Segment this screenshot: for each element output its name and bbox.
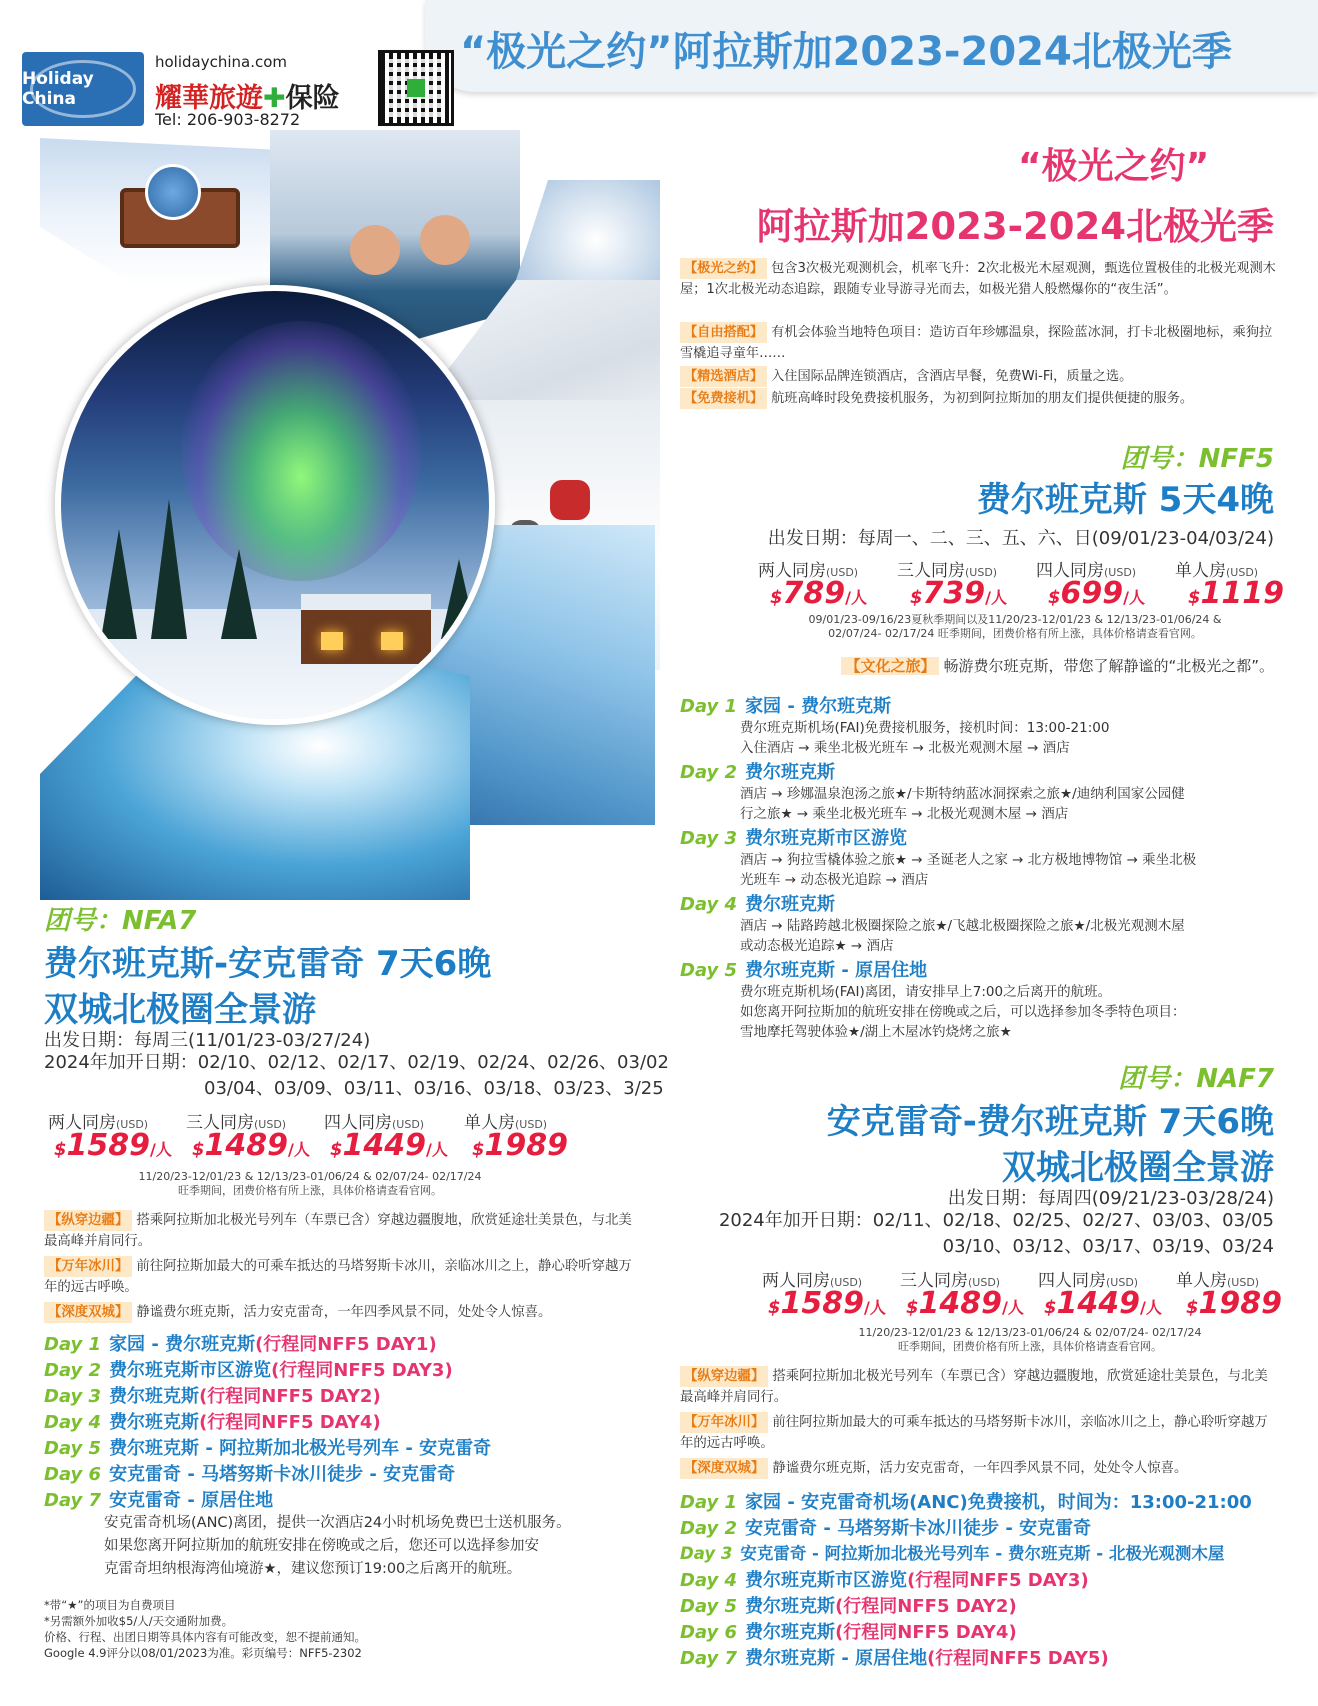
arctic-circle-sign-photo	[40, 138, 278, 286]
nff5-day-4: Day 4 费尔班克斯 酒店 → 陆路跨越北极圈探险之旅★/飞越北极圈探险之旅★/北极光观测木屋 或动态极光追踪★ → 酒店	[680, 894, 1185, 954]
nff5-price-triple: $739/人	[910, 576, 1008, 611]
feature-aurora: 【极光之约】 包含3次极光观测机会，机率飞升：2次北极光木屋观测，甄选位置极佳的北极光观测木屋；1次北极光动态追踪，跟随专业导游寻光而去，如极光猎人般燃爆你的“夜生活”。	[680, 258, 1280, 300]
naf7-highlight-cities: 【深度双城】 静谧费尔班克斯，活力安克雷奇，一年四季风景不同，处处令人惊喜。	[680, 1458, 1280, 1479]
naf7-day-6: Day 6 费尔班克斯(行程同NFF5 DAY4)	[680, 1622, 1017, 1643]
naf7-price-double: $1589/人	[768, 1286, 886, 1321]
nff5-price-double: $789/人	[770, 576, 868, 611]
feature-free-choice: 【自由搭配】 有机会体验当地特色项目：造访百年珍娜温泉，探险蓝冰洞，打卡北极圈地标，乘狗拉雪橇追寻童年……	[680, 322, 1280, 364]
naf7-head-triple: 三人同房(USD)	[900, 1271, 1001, 1291]
nfa7-price-quad: $1449/人	[330, 1128, 448, 1163]
naf7-day-7: Day 7 费尔班克斯 - 原居住地(行程同NFF5 DAY5)	[680, 1648, 1109, 1669]
qr-code-icon[interactable]	[378, 50, 454, 126]
photo-collage	[40, 130, 680, 830]
naf7-highlight-glacier: 【万年冰川】 前往阿拉斯加最大的可乘车抵达的马塔努斯卡冰川，亲临冰川之上，静心聆听穿越万年的远古呼唤。	[680, 1412, 1280, 1454]
brand-insurance: 保险	[285, 83, 340, 114]
naf7-price-single: $1989	[1186, 1286, 1283, 1321]
banner-title: “极光之约”阿拉斯加2023-2024北极光季	[460, 29, 1232, 75]
nfa7-highlight-frontier: 【纵穿边疆】 搭乘阿拉斯加北极光号列车（车票已含）穿越边疆腹地，欣赏延途壮美景色，与北美最高峰并肩同行。	[44, 1210, 644, 1252]
plus-icon: ✚	[263, 83, 286, 114]
nfa7-day-6: Day 6 安克雷奇 - 马塔努斯卡冰川徒步 - 安克雷奇	[44, 1464, 456, 1485]
naf7-depart: 出发日期：每周四(09/21/23-03/28/24)	[947, 1188, 1274, 1209]
naf7-head-single: 单人房(USD)	[1176, 1271, 1260, 1291]
naf7-day-2: Day 2 安克雷奇 - 马塔努斯卡冰川徒步 - 安克雷奇	[680, 1518, 1092, 1539]
nff5-day-1: Day 1 家园 - 费尔班克斯 费尔班克斯机场(FAI)免费接机服务，接机时间：13:00-21:00 入住酒店 → 乘坐北极光班车 → 北极光观测木屋 → 酒店	[680, 696, 1110, 756]
holiday-china-logo	[22, 52, 144, 126]
brand-text: 耀華旅遊	[155, 83, 263, 114]
feature-hotel: 【精选酒店】 入住国际品牌连锁酒店，含酒店早餐，免费Wi-Fi，质量之选。	[680, 366, 1280, 387]
nff5-price-quad: $699/人	[1048, 576, 1146, 611]
nfa7-head-quad: 四人同房(USD)	[324, 1113, 425, 1133]
nfa7-subtitle: 双城北极圈全景游	[44, 990, 316, 1030]
footer-notes: *带“★”的项目为自费项目 *另需额外加收$5/人/天交通附加费。 价格、行程、出团日期等具体内容有可能改变，恕不提前通知。 Google 4.9评分以08/01/2023为准。彩页编号：NFF5-2302	[44, 1598, 366, 1660]
nfa7-day-3: Day 3 费尔班克斯(行程同NFF5 DAY2)	[44, 1386, 381, 1407]
nfa7-day-1: Day 1 家园 - 费尔班克斯(行程同NFF5 DAY1)	[44, 1334, 437, 1355]
logo-text: Holiday China	[22, 69, 94, 109]
nff5-depart: 出发日期：每周一、二、三、五、六、日(09/01/23-04/03/24)	[767, 528, 1274, 549]
nfa7-price-single: $1989	[472, 1128, 569, 1163]
naf7-subtitle: 双城北极圈全景游	[1002, 1148, 1274, 1188]
nfa7-highlight-glacier: 【万年冰川】 前往阿拉斯加最大的可乘车抵达的马塔努斯卡冰川，亲临冰川之上，静心聆听穿越万年的远古呼唤。	[44, 1256, 644, 1298]
nff5-day-5: Day 5 费尔班克斯 - 原居住地 费尔班克斯机场(FAI)离团，请安排早上7:00之后离开的航班。 如您离开阿拉斯加的航班安排在傍晚或之后，可以选择参加冬季特色项目： 雪地摩托驾驶体验★/湖上木屋冰钓烧烤之旅★	[680, 960, 1186, 1040]
nfa7-day-7: Day 7 安克雷奇 - 原居住地 安克雷奇机场(ANC)离团，提供一次酒店24小时机场免费巴士送机服务。 如果您离开阿拉斯加的航班安排在傍晚或之后，您还可以选择参加安 克雷奇坦纳根海湾仙境游★，建议您预订19:00之后离开的航班。	[44, 1490, 571, 1577]
nfa7-price-triple: $1489/人	[192, 1128, 310, 1163]
logo-swirl-icon	[30, 60, 136, 118]
nff5-head-single: 单人房(USD)	[1175, 561, 1259, 581]
nfa7-head-triple: 三人同房(USD)	[186, 1113, 287, 1133]
intro-quote-title: “极光之约”	[1018, 146, 1210, 187]
naf7-price-quad: $1449/人	[1044, 1286, 1162, 1321]
nff5-head-triple: 三人同房(USD)	[897, 561, 998, 581]
nfa7-extra-dates: 2024年加开日期：02/10、02/12、02/17、02/19、02/24、02/26、03/02 03/04、03/09、03/11、03/16、03/18、03/23、3/25	[44, 1052, 669, 1099]
nff5-price-single: $1119	[1188, 576, 1285, 611]
site-url[interactable]: holidaychina.com	[155, 53, 288, 71]
nfa7-title: 费尔班克斯-安克雷奇 7天6晚	[44, 944, 492, 984]
naf7-price-triple: $1489/人	[906, 1286, 1024, 1321]
nfa7-day-4: Day 4 费尔班克斯(行程同NFF5 DAY4)	[44, 1412, 381, 1433]
nfa7-head-double: 两人同房(USD)	[48, 1113, 149, 1133]
nfa7-depart: 出发日期：每周三(11/01/23-03/27/24)	[44, 1030, 371, 1051]
nff5-group-label: 团号：NFF5	[1120, 444, 1274, 474]
nfa7-head-single: 单人房(USD)	[464, 1113, 548, 1133]
nfa7-group-label: 团号：NFA7	[44, 906, 197, 936]
nfa7-season-note: 11/20/23-12/01/23 & 12/13/23-01/06/24 & 02/07/24- 02/17/24 旺季期间，团费价格有所上涨，具体价格请查看官网。	[138, 1170, 482, 1197]
naf7-day-1: Day 1 家园 - 安克雷奇机场(ANC)免费接机，时间为：13:00-21:00	[680, 1492, 1252, 1513]
nff5-head-quad: 四人同房(USD)	[1036, 561, 1137, 581]
naf7-day-5: Day 5 费尔班克斯(行程同NFF5 DAY2)	[680, 1596, 1017, 1617]
nfa7-price-double: $1589/人	[54, 1128, 172, 1163]
naf7-season-note: 11/20/23-12/01/23 & 12/13/23-01/06/24 & 02/07/24- 02/17/24 旺季期间，团费价格有所上涨，具体价格请查看官网。	[858, 1326, 1202, 1353]
nff5-title: 费尔班克斯 5天4晚	[976, 480, 1274, 520]
aurora-cabin-photo	[55, 285, 495, 725]
intro-main-title: 阿拉斯加2023-2024北极光季	[756, 205, 1274, 248]
nfa7-day-5: Day 5 费尔班克斯 - 阿拉斯加北极光号列车 - 安克雷奇	[44, 1438, 492, 1459]
nff5-season-note: 09/01/23-09/16/23夏秋季期间以及11/20/23-12/01/23 & 12/13/23-01/06/24 & 02/07/24- 02/17/24 旺季期间，团费价格有所上涨，具体价格请查看官网。	[808, 613, 1222, 640]
naf7-head-quad: 四人同房(USD)	[1038, 1271, 1139, 1291]
naf7-extra-dates: 2024年加开日期：02/11、02/18、02/25、02/27、03/03、03/05 03/10、03/12、03/17、03/19、03/24	[718, 1210, 1274, 1257]
feature-pickup: 【免费接机】 航班高峰时段免费接机服务，为初到阿拉斯加的朋友们提供便捷的服务。	[680, 388, 1280, 409]
nff5-culture: 【文化之旅】 畅游费尔班克斯，带您了解静谧的“北极光之都”。	[841, 655, 1274, 676]
naf7-title: 安克雷奇-费尔班克斯 7天6晚	[826, 1102, 1274, 1142]
naf7-day-4: Day 4 费尔班克斯市区游览(行程同NFF5 DAY3)	[680, 1570, 1089, 1591]
nff5-day-3: Day 3 费尔班克斯市区游览 酒店 → 狗拉雪橇体验之旅★ → 圣诞老人之家 → 北方极地博物馆 → 乘坐北极 光班车 → 动态极光追踪 → 酒店	[680, 828, 1197, 888]
nff5-head-double: 两人同房(USD)	[758, 561, 859, 581]
naf7-head-double: 两人同房(USD)	[762, 1271, 863, 1291]
nff5-day-2: Day 2 费尔班克斯 酒店 → 珍娜温泉泡汤之旅★/卡斯特纳蓝冰洞探索之旅★/迪纳利国家公园健 行之旅★ → 乘坐北极光班车 → 北极光观测木屋 → 酒店	[680, 762, 1185, 822]
phone-number[interactable]: Tel: 206-903-8272	[155, 110, 301, 129]
naf7-day-3: Day 3 安克雷奇 - 阿拉斯加北极光号列车 - 费尔班克斯 - 北极光观测木屋	[680, 1544, 1225, 1563]
nfa7-day-2: Day 2 费尔班克斯市区游览(行程同NFF5 DAY3)	[44, 1360, 453, 1381]
naf7-highlight-frontier: 【纵穿边疆】 搭乘阿拉斯加北极光号列车（车票已含）穿越边疆腹地，欣赏延途壮美景色，与北美最高峰并肩同行。	[680, 1366, 1280, 1408]
naf7-group-label: 团号：NAF7	[1118, 1064, 1274, 1094]
nfa7-highlight-cities: 【深度双城】 静谧费尔班克斯，活力安克雷奇，一年四季风景不同，处处令人惊喜。	[44, 1302, 644, 1323]
